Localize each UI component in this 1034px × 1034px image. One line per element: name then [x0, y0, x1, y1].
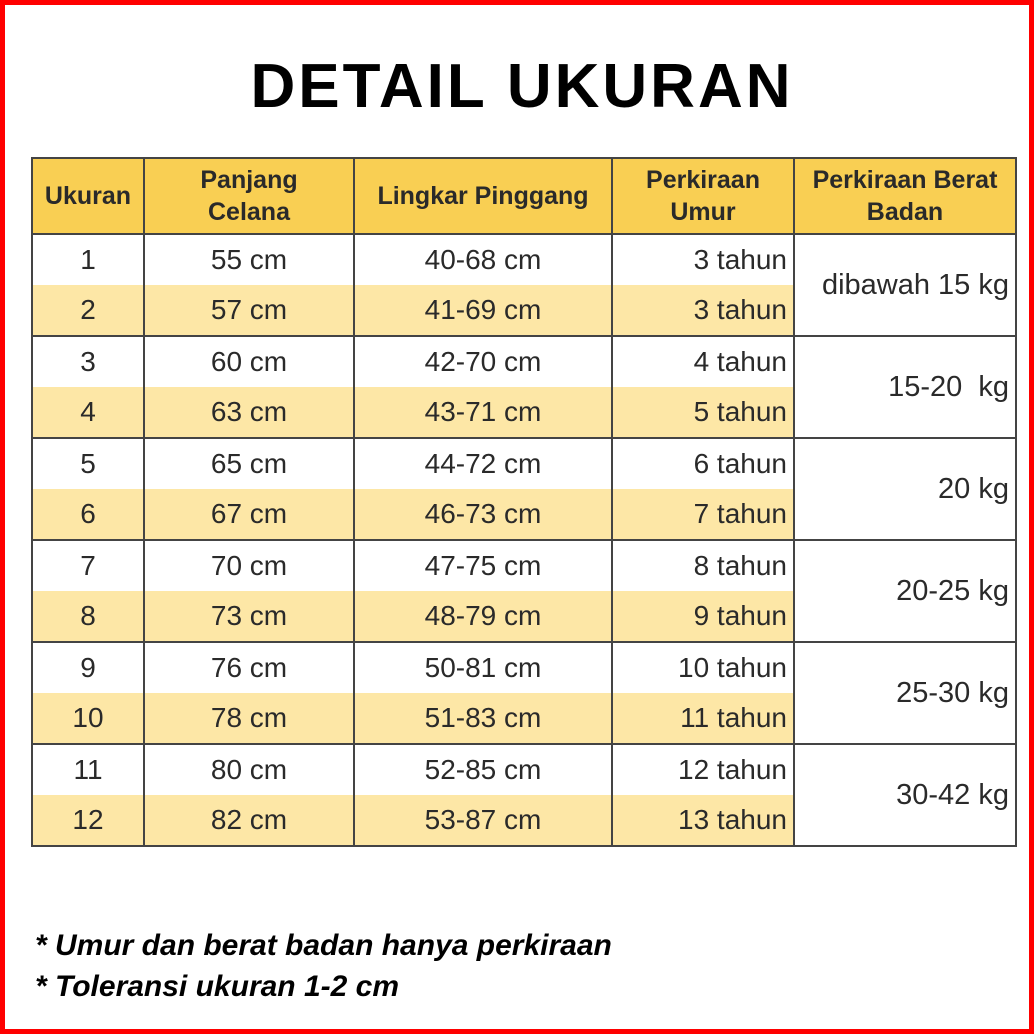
cell-waist: 51-83 cm: [354, 693, 612, 744]
cell-age: 12 tahun: [612, 744, 794, 795]
cell-size: 10: [32, 693, 144, 744]
table-row: [32, 540, 1016, 591]
cell-age: 5 tahun: [612, 387, 794, 438]
cell-age: 9 tahun: [612, 591, 794, 642]
cell-weight: 25-30 kg: [794, 642, 1016, 744]
cell-waist: 43-71 cm: [354, 387, 612, 438]
cell-weight: 15-20 kg: [794, 336, 1016, 438]
cell-waist: 40-68 cm: [354, 234, 612, 285]
cell-age: 8 tahun: [612, 540, 794, 591]
cell-waist: 41-69 cm: [354, 285, 612, 336]
header-size: Ukuran: [32, 158, 144, 234]
cell-length: 76 cm: [144, 642, 354, 693]
note-tolerance: * Toleransi ukuran 1-2 cm: [35, 970, 400, 1003]
cell-length: 70 cm: [144, 540, 354, 591]
header-waist: Lingkar Pinggang: [354, 158, 612, 234]
table-row: [32, 438, 1016, 489]
table-row: [32, 642, 1016, 693]
cell-length: 73 cm: [144, 591, 354, 642]
table-row: [32, 336, 1016, 387]
cell-size: 1: [32, 234, 144, 285]
cell-size: 8: [32, 591, 144, 642]
cell-length: 80 cm: [144, 744, 354, 795]
cell-weight: dibawah 15 kg: [794, 234, 1016, 336]
cell-weight: 20-25 kg: [794, 540, 1016, 642]
size-chart-table: [31, 157, 1017, 847]
table-header-row: [32, 158, 1016, 234]
header-age: Perkiraan Umur: [612, 158, 794, 234]
cell-age: 3 tahun: [612, 234, 794, 285]
cell-length: 60 cm: [144, 336, 354, 387]
note-age-weight: * Umur dan berat badan hanya perkiraan: [35, 929, 612, 962]
cell-waist: 50-81 cm: [354, 642, 612, 693]
cell-length: 55 cm: [144, 234, 354, 285]
cell-size: 12: [32, 795, 144, 846]
cell-size: 5: [32, 438, 144, 489]
cell-size: 2: [32, 285, 144, 336]
cell-waist: 52-85 cm: [354, 744, 612, 795]
cell-waist: 42-70 cm: [354, 336, 612, 387]
cell-length: 78 cm: [144, 693, 354, 744]
cell-length: 67 cm: [144, 489, 354, 540]
cell-age: 4 tahun: [612, 336, 794, 387]
table-row: [32, 744, 1016, 795]
cell-size: 6: [32, 489, 144, 540]
cell-age: 3 tahun: [612, 285, 794, 336]
cell-waist: 44-72 cm: [354, 438, 612, 489]
cell-size: 4: [32, 387, 144, 438]
cell-age: 13 tahun: [612, 795, 794, 846]
cell-size: 7: [32, 540, 144, 591]
cell-weight: 20 kg: [794, 438, 1016, 540]
table-row: [32, 234, 1016, 285]
notes: [35, 925, 612, 1007]
cell-length: 57 cm: [144, 285, 354, 336]
cell-waist: 47-75 cm: [354, 540, 612, 591]
cell-age: 11 tahun: [612, 693, 794, 744]
header-length: Panjang Celana: [144, 158, 354, 234]
cell-size: 3: [32, 336, 144, 387]
cell-size: 11: [32, 744, 144, 795]
cell-waist: 46-73 cm: [354, 489, 612, 540]
page-title: DETAIL UKURAN: [250, 52, 794, 121]
cell-weight: 30-42 kg: [794, 744, 1016, 846]
cell-size: 9: [32, 642, 144, 693]
header-weight: Perkiraan Berat Badan: [794, 158, 1016, 234]
cell-length: 82 cm: [144, 795, 354, 846]
cell-length: 65 cm: [144, 438, 354, 489]
cell-age: 6 tahun: [612, 438, 794, 489]
cell-age: 7 tahun: [612, 489, 794, 540]
cell-length: 63 cm: [144, 387, 354, 438]
cell-waist: 48-79 cm: [354, 591, 612, 642]
cell-age: 10 tahun: [612, 642, 794, 693]
cell-waist: 53-87 cm: [354, 795, 612, 846]
